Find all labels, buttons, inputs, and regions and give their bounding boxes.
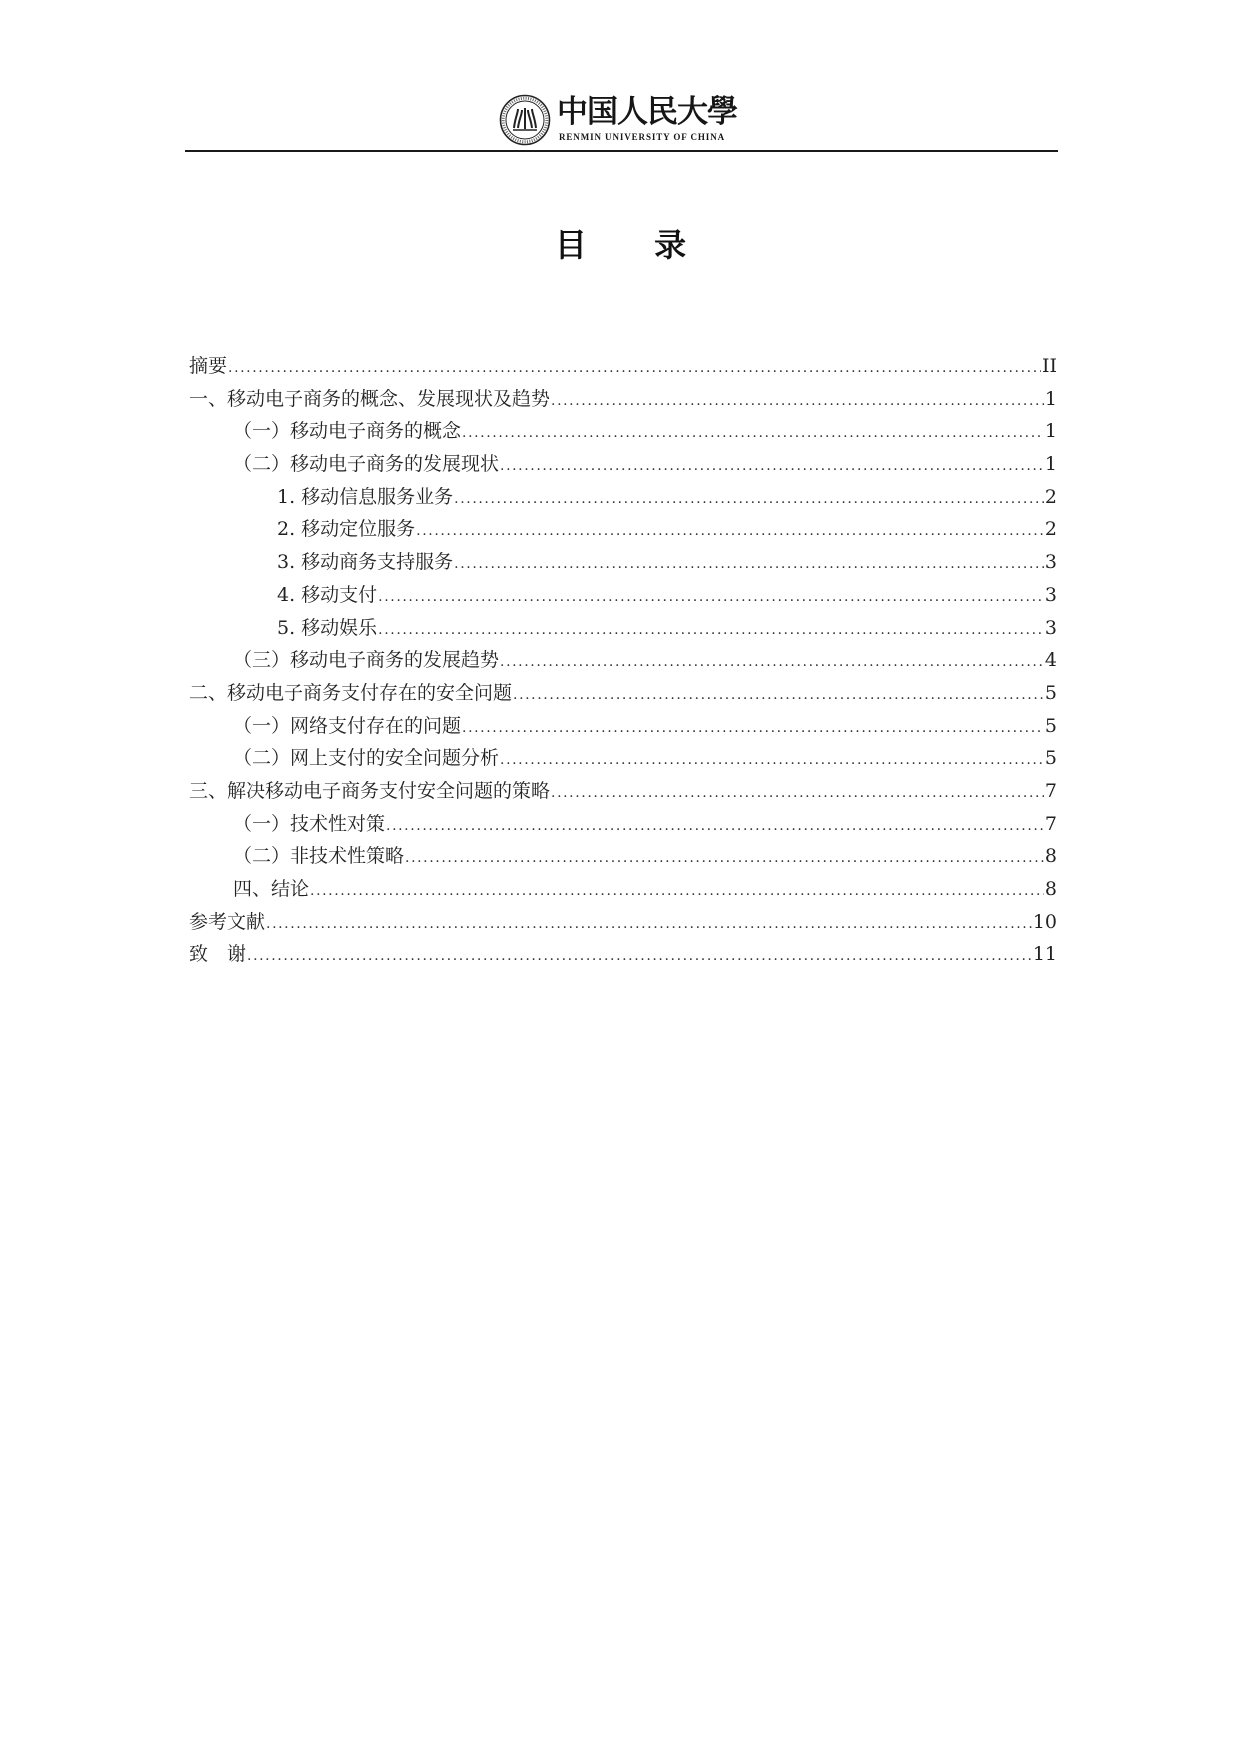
toc-entry-label: （二）移动电子商务的发展现状 xyxy=(233,453,500,476)
toc-entry-page-number: 2 xyxy=(1044,485,1057,508)
university-seal-icon xyxy=(499,94,551,146)
toc-entry-page-number: 7 xyxy=(1044,812,1057,835)
toc-entry-label: （一）技术性对策 xyxy=(233,812,386,835)
toc-entry[interactable] xyxy=(189,350,1057,383)
toc-dot-leader xyxy=(454,548,1044,581)
toc-entry-label: 参考文献 xyxy=(189,910,266,933)
toc-entry-page-number: 10 xyxy=(1032,910,1057,933)
toc-entry[interactable] xyxy=(189,710,1057,743)
toc-entry-label: 3. 移动商务支持服务 xyxy=(277,551,454,574)
toc-entry-label: （二）非技术性策略 xyxy=(233,845,405,868)
toc-entry-label: 四、结论 xyxy=(233,878,310,900)
toc-dot-leader xyxy=(462,712,1044,745)
toc-dot-leader xyxy=(462,417,1044,450)
toc-entry-label: 摘要 xyxy=(189,355,228,377)
toc-dot-leader xyxy=(378,614,1044,647)
toc-entry-page-number: II xyxy=(1041,355,1057,377)
toc-entry-page-number: 1 xyxy=(1044,387,1057,410)
toc-dot-leader xyxy=(500,646,1044,679)
toc-entry[interactable] xyxy=(189,742,1057,775)
toc-entry-page-number: 8 xyxy=(1044,878,1057,900)
toc-entry[interactable] xyxy=(189,906,1057,939)
toc-dot-leader xyxy=(378,581,1044,614)
toc-entry-label: （二）网上支付的安全问题分析 xyxy=(233,747,500,770)
toc-entry-page-number: 4 xyxy=(1044,649,1057,672)
toc-entry-label: 2. 移动定位服务 xyxy=(277,518,416,541)
toc-entry-label: 三、解决移动电子商务支付安全问题的策略 xyxy=(189,779,551,802)
toc-entry[interactable] xyxy=(189,644,1057,677)
toc-dot-leader xyxy=(513,679,1044,712)
toc-dot-leader xyxy=(454,483,1044,516)
toc-entry-label: （一）网络支付存在的问题 xyxy=(233,714,462,737)
toc-entry[interactable] xyxy=(189,840,1057,873)
page-header xyxy=(185,82,1058,152)
toc-entry-page-number: 1 xyxy=(1044,453,1057,476)
toc-entry-label: （三）移动电子商务的发展趋势 xyxy=(233,649,500,672)
toc-entry[interactable] xyxy=(189,873,1057,906)
page-title: 目 录 xyxy=(554,226,715,264)
toc-entry-page-number: 5 xyxy=(1044,681,1057,704)
toc-entry[interactable] xyxy=(189,938,1057,971)
toc-dot-leader xyxy=(551,385,1044,418)
toc-entry-page-number: 5 xyxy=(1044,747,1057,770)
toc-entry-label: （一）移动电子商务的概念 xyxy=(233,420,462,443)
toc-entry[interactable] xyxy=(189,775,1057,808)
toc-entry[interactable] xyxy=(189,546,1057,579)
logo-chinese-name: 中国人民大學 xyxy=(557,94,737,130)
toc-dot-leader xyxy=(416,515,1044,548)
toc-entry[interactable] xyxy=(189,808,1057,841)
toc-entry[interactable] xyxy=(189,383,1057,416)
toc-entry-page-number: 11 xyxy=(1032,943,1057,966)
toc-entry[interactable] xyxy=(189,612,1057,645)
toc-entry-label: 一、移动电子商务的概念、发展现状及趋势 xyxy=(189,387,551,410)
toc-entry-page-number: 1 xyxy=(1044,420,1057,443)
toc-entry-label: 致 谢 xyxy=(189,943,247,966)
university-logo xyxy=(499,94,749,146)
toc-entry[interactable] xyxy=(189,481,1057,514)
toc-entry[interactable] xyxy=(189,677,1057,710)
toc-entry-label: 二、移动电子商务支付存在的安全问题 xyxy=(189,681,513,704)
toc-entry[interactable] xyxy=(189,415,1057,448)
toc-dot-leader xyxy=(228,352,1041,385)
toc-entry-label: 1. 移动信息服务业务 xyxy=(277,485,454,508)
toc-entry[interactable] xyxy=(189,513,1057,546)
toc-entry-page-number: 7 xyxy=(1044,779,1057,802)
toc-entry-page-number: 8 xyxy=(1044,845,1057,868)
toc-dot-leader xyxy=(405,842,1044,875)
table-of-contents xyxy=(189,350,1057,971)
toc-entry-page-number: 3 xyxy=(1044,583,1057,606)
toc-entry[interactable] xyxy=(189,448,1057,481)
toc-entry-page-number: 5 xyxy=(1044,714,1057,737)
toc-dot-leader xyxy=(386,810,1044,843)
toc-dot-leader xyxy=(310,875,1044,908)
toc-entry-label: 4. 移动支付 xyxy=(277,583,378,606)
toc-entry-page-number: 2 xyxy=(1044,518,1057,541)
toc-entry-label: 5. 移动娱乐 xyxy=(277,616,378,639)
toc-dot-leader xyxy=(551,777,1044,810)
toc-entry-page-number: 3 xyxy=(1044,616,1057,639)
toc-entry[interactable] xyxy=(189,579,1057,612)
toc-dot-leader xyxy=(500,450,1044,483)
toc-dot-leader xyxy=(500,744,1044,777)
toc-dot-leader xyxy=(266,908,1032,941)
logo-english-name: RENMIN UNIVERSITY OF CHINA xyxy=(559,132,725,142)
toc-dot-leader xyxy=(247,940,1032,973)
toc-entry-page-number: 3 xyxy=(1044,551,1057,574)
